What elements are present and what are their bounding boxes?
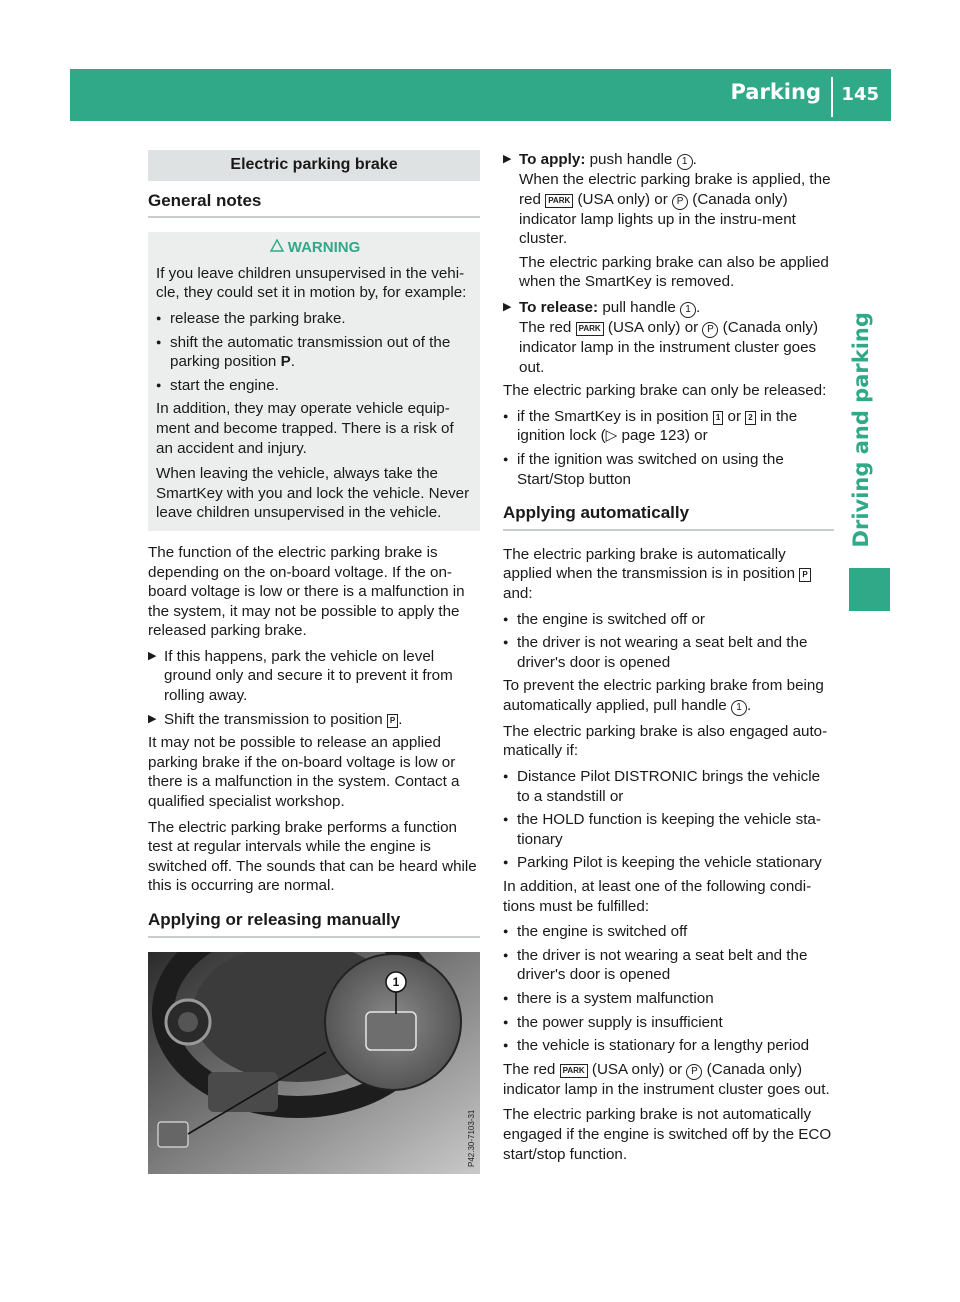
applying-manually-heading: Applying or releasing manually [148,910,480,938]
gear-p-symbol: P [387,714,398,728]
auto-conditions-list [503,610,834,673]
header-divider [831,77,833,117]
list-item: ● there is a system malfunction [503,989,834,1009]
release-conditions-list [503,407,834,489]
also-engaged-paragraph: The electric parking brake is also engaged auto-matically if: [503,722,828,760]
release-step: ▶ To release: pull handle 1 . The red PARK (USA only) or P (Canada only) indicator lamp in the instrument cluster goes out. [503,298,834,377]
not-auto-paragraph: The electric parking brake is not automatically engaged if the engine is switched off by the ECO start/stop function. [503,1106,832,1163]
page-header-bar [70,69,891,121]
page-number: 145 [841,84,879,105]
figure-callout-1: 1 [392,974,400,989]
key-position-1: 1 [713,411,723,425]
callout-1: 1 [731,700,747,716]
apply-line3: The electric parking brake can also be applied when the SmartKey is removed. [519,253,829,291]
list-item: ● the power supply is insufficient [503,1013,834,1033]
list-item: ● release the parking brake. [156,309,474,329]
list-item: ● the engine is switched off [503,922,834,942]
callout-1: 1 [680,302,696,318]
usa-only-text: (USA only) or [577,190,668,208]
warning-list [156,309,474,395]
release-label: To release: [519,298,599,316]
function-paragraph: The function of the electric parking brake is depending on the on-board voltage. If the on-board voltage is low or there is a malfunction in the system, it may not be possible to apply the released parking brake. [148,543,465,640]
park-lamp-symbol: PARK [576,322,604,336]
list-item [503,407,834,446]
list-item: ● if the ignition was switched on using the Start/Stop button [503,450,834,489]
warning-intro: If you leave children unsupervised in the vehi-cle, they could set it in motion by, for example: [156,264,467,302]
condition-paragraph: In addition, at least one of the following condi-tions must be fulfilled: [503,878,812,915]
action-step-text: Shift the transmission to position [164,710,383,728]
auto-text-end: and: [503,584,533,602]
canada-brake-icon: P [672,194,688,210]
action-step: ▶ If this happens, park the vehicle on level ground only and secure it to prevent it from rolling away. [148,647,480,706]
gear-p-symbol: P [799,568,810,582]
warning-box [148,232,480,531]
list-item: ● the engine is switched off or [503,610,834,630]
also-engaged-list [503,767,834,873]
list-item-text: shift the automatic transmission out of the parking position [170,333,451,371]
list-item-text: in the ignition lock ( [517,407,798,445]
callout-1: 1 [677,154,693,170]
usa-only-text: (USA only) or [607,318,699,336]
auto-text: The electric parking brake is automatically applied when the transmission is in position [503,545,796,583]
release-paragraph: It may not be possible to release an applied parking brake if the on-board voltage is low or there is a malfunction in the system. Contact a qualified specialist workshop. [148,734,460,811]
list-item: ● the HOLD function is keeping the vehicle sta-tionary [503,810,834,849]
warning-paragraph-2: When leaving the vehicle, always take the SmartKey with you and lock the vehicle. Never leave children unsupervised in the vehicle. [156,465,470,522]
canada-only-text: (Canada only) indicator lamp in the instrument cluster goes out. [503,1060,830,1098]
side-chapter-text: Driving and parking [849,312,874,548]
prevent-text: To prevent the electric parking brake from being automatically applied, pull handle [503,677,824,714]
release-line2: The red [519,318,572,336]
prevent-paragraph: To prevent the electric parking brake from being automatically applied, pull handle 1 . [503,677,824,714]
red-lamp-paragraph [503,1060,834,1100]
gear-position-p: P [280,353,291,371]
list-item-text: if the SmartKey is in position [517,407,709,425]
conditions-list [503,922,834,1056]
apply-text: push handle [589,151,673,168]
function-test-paragraph: The electric parking brake performs a function test at regular intervals while the engine is switched off. The sounds that can be heard while this is occurring are normal. [148,818,477,895]
section-heading: Electric parking brake [148,150,480,181]
figure-code: P42.30-7103-31 [467,1109,476,1167]
apply-label: To apply: [519,151,586,168]
usa-only-text: (USA only) or [591,1060,683,1078]
list-item: ● shift the automatic transmission out of the parking position P. [156,333,474,372]
page-header-title: Parking [730,80,821,104]
list-item-text: ) or [684,427,708,445]
canada-brake-icon: P [686,1064,702,1080]
dashboard-photo [148,952,480,1174]
canada-brake-icon: P [702,322,718,338]
or-text: or [727,407,742,425]
apply-line2: When the electric parking brake is applied, the red [519,171,831,208]
auto-paragraph [503,545,834,604]
right-column [503,150,834,1170]
warning-title [156,238,474,258]
action-step: ▶ Shift the transmission to position P . [148,710,480,730]
side-chapter-label [842,310,882,550]
list-item: ● Parking Pilot is keeping the vehicle stationary [503,853,834,873]
can-only-paragraph: The electric parking brake can only be released: [503,382,827,400]
side-chapter-tab [849,568,890,611]
list-item: ● the driver is not wearing a seat belt and the driver's door is opened [503,633,834,672]
page-reference-link[interactable]: ▷ page 123 [605,427,685,445]
release-text: pull handle [602,298,676,316]
left-column [148,150,480,1174]
canada-only-text: (Canada only) indicator lamp lights up in the instru-ment cluster. [519,190,796,248]
applying-automatically-heading: Applying automatically [503,503,834,531]
red-lamp-text: The red [503,1060,556,1078]
warning-paragraph-1: In addition, they may operate vehicle equip-ment and become trapped. There is a risk of an accident and injury. [156,400,454,457]
dashboard-figure [148,952,480,1174]
general-notes-heading: General notes [148,191,480,219]
apply-step: ▶ To apply: push handle 1 . When the electric parking brake is applied, the red PARK (USA only) or P (Canada only) indicator lamp lights up in the instru-ment cluster. The electric parking brake can also be applied when the SmartKey is removed. [503,150,834,292]
list-item: ● Distance Pilot DISTRONIC brings the vehicle to a standstill or [503,767,834,806]
warning-triangle-icon [270,239,284,252]
key-position-2: 2 [745,411,755,425]
list-item: ● start the engine. [156,376,474,396]
canada-only-text: (Canada only) indicator lamp in the instrument cluster goes out. [519,318,819,376]
warning-title-text: WARNING [287,239,361,257]
park-lamp-symbol: PARK [560,1064,588,1078]
list-item: ● the driver is not wearing a seat belt and the driver's door is opened [503,946,834,985]
park-lamp-symbol: PARK [545,194,573,208]
list-item: ● the vehicle is stationary for a lengthy period [503,1036,834,1056]
